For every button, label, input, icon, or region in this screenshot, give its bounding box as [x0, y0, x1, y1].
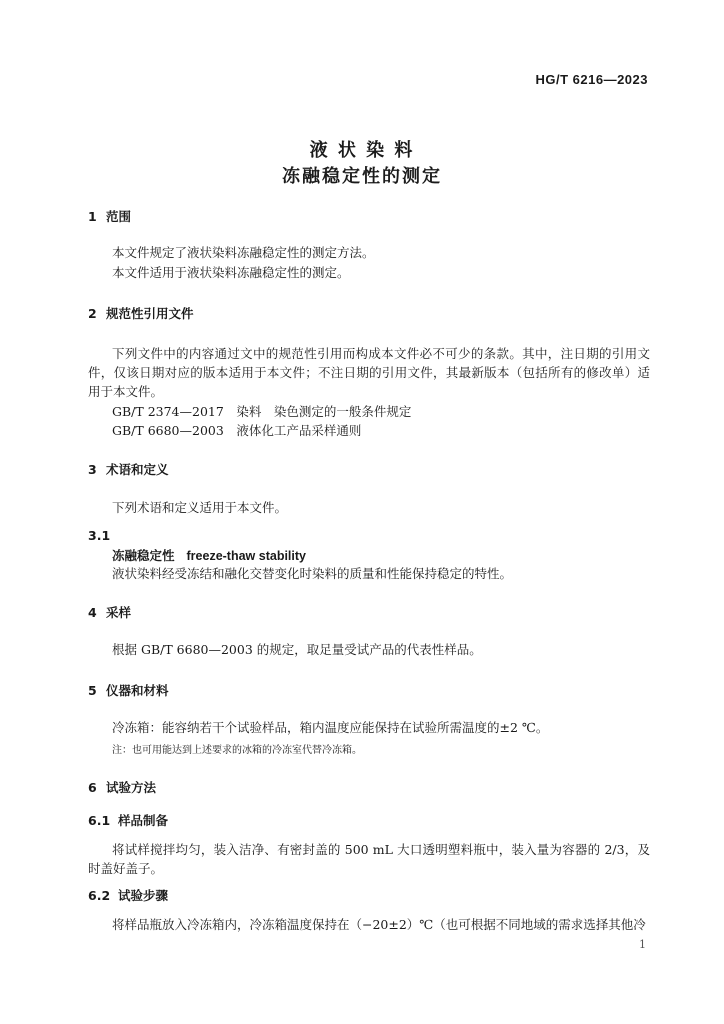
- subsection-6-2-paragraph: 将样品瓶放入冷冻箱内，冷冻箱温度保持在（−20±2）℃（也可根据不同地域的需求选择其他冷: [112, 917, 646, 932]
- subsection-title: 试验步骤: [118, 888, 169, 903]
- section-2-intro: 下列文件中的内容通过文中的规范性引用而构成本文件必不可少的条款。其中，注日期的引用文件，仅该日期对应的版本适用于本文件；不注日期的引用文件，其最新版本（包括所有的修改单）适用于本文件。: [88, 346, 650, 399]
- term-entry: [112, 546, 306, 564]
- section-1-heading: [88, 207, 131, 225]
- section-5-paragraph: 冷冻箱：能容纳若干个试验样品，箱内温度应能保持在试验所需温度的±2 ℃。: [112, 720, 549, 735]
- section-3-paragraph: 下列术语和定义适用于本文件。: [112, 500, 288, 515]
- section-title: 仪器和材料: [106, 683, 169, 698]
- subsection-6-1-heading: [88, 811, 168, 829]
- subsection-6-1-paragraph: 将试样搅拌均匀，装入洁净、有密封盖的 500 mL 大口透明塑料瓶中，装入量为容器的 2/3，及时盖好盖子。: [88, 842, 650, 876]
- reference-item-1: GB/T 2374—2017 染料 染色测定的一般条件规定: [112, 404, 412, 419]
- section-4-heading: [88, 603, 131, 621]
- standard-code: HG/T 6216—2023: [535, 72, 648, 87]
- document-title-line1: 液 状 染 料: [309, 140, 415, 161]
- section-1-paragraph-1: 本文件规定了液状染料冻融稳定性的测定方法。: [112, 245, 375, 260]
- section-title: 试验方法: [106, 780, 157, 795]
- subsection-number: 6.1: [88, 813, 111, 828]
- term-english: freeze-thaw stability: [186, 549, 306, 563]
- section-number: 2: [88, 306, 97, 321]
- subsection-title: 样品制备: [118, 813, 169, 828]
- section-title: 范围: [106, 209, 132, 224]
- section-title: 采样: [106, 605, 132, 620]
- section-4-paragraph: 根据 GB/T 6680—2003 的规定，取足量受试产品的代表性样品。: [112, 642, 482, 657]
- section-number: 5: [88, 683, 97, 698]
- section-number: 3: [88, 462, 97, 477]
- term-definition: 液状染料经受冻结和融化交替变化时染料的质量和性能保持稳定的特性。: [112, 566, 513, 581]
- subsection-number: 6.2: [88, 888, 111, 903]
- section-number: 4: [88, 605, 97, 620]
- section-1-paragraph-2: 本文件适用于液状染料冻融稳定性的测定。: [112, 265, 350, 280]
- section-title: 规范性引用文件: [106, 306, 194, 321]
- section-2-heading: [88, 304, 194, 322]
- section-5-heading: [88, 681, 169, 699]
- section-3-heading: [88, 460, 169, 478]
- page-number: 1: [639, 938, 646, 951]
- reference-item-2: GB/T 6680—2003 液体化工产品采样通则: [112, 423, 362, 438]
- term-chinese: 冻融稳定性: [112, 548, 175, 563]
- section-6-heading: [88, 778, 156, 796]
- document-title-line2: 冻融稳定性的测定: [282, 166, 442, 187]
- section-number: 1: [88, 209, 97, 224]
- subsection-3-1-number: 3.1: [88, 528, 111, 543]
- section-number: 6: [88, 780, 97, 795]
- section-5-note: 注：也可用能达到上述要求的冰箱的冷冻室代替冷冻箱。: [112, 745, 362, 756]
- section-title: 术语和定义: [106, 462, 169, 477]
- subsection-6-2-heading: [88, 886, 168, 904]
